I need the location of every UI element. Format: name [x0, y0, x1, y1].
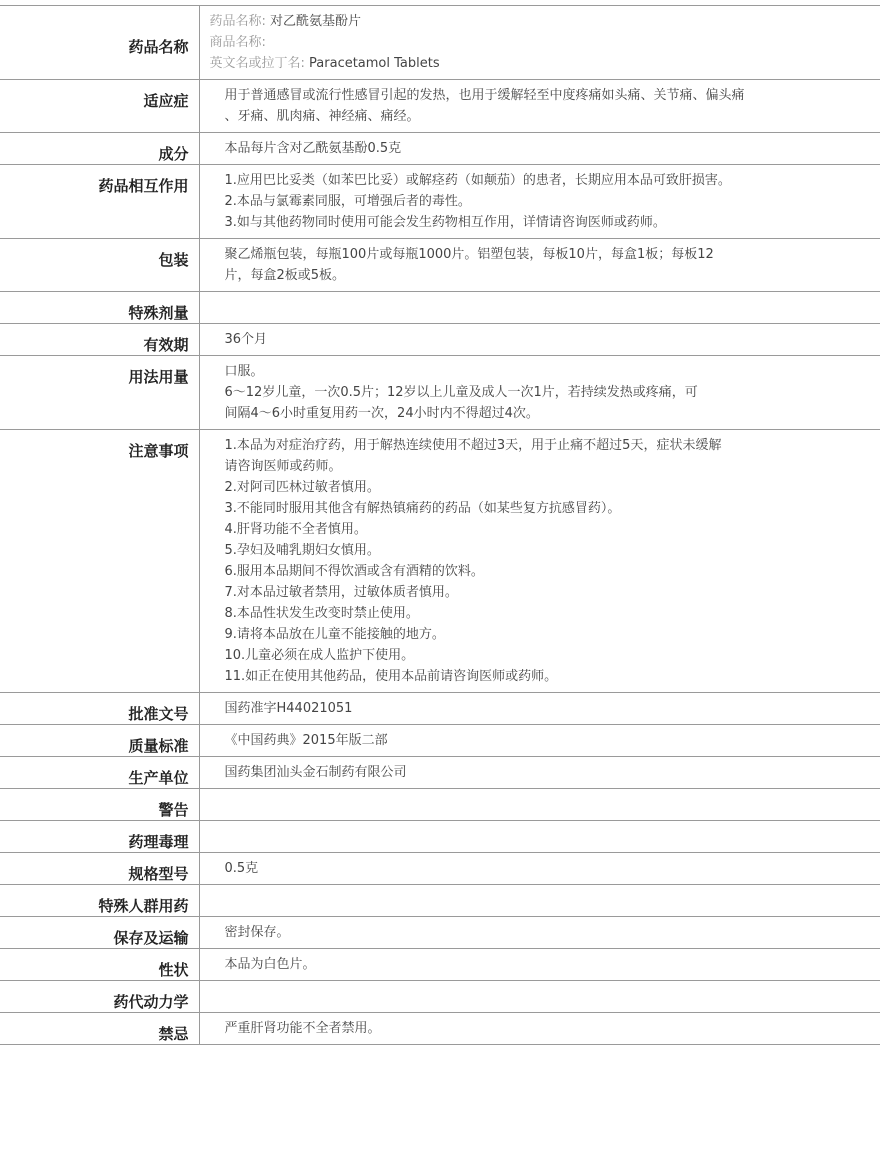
value-line: 、牙痛、肌肉痛、神经痛、痛经。 [224, 109, 420, 124]
row-label-quality-standard: 质量标准 [0, 725, 199, 757]
row-label-usage: 用法用量 [0, 356, 199, 430]
value-line: 6.服用本品期间不得饮酒或含有酒精的饮料。 [224, 564, 484, 579]
value-line: 4.肝肾功能不全者慎用。 [224, 522, 367, 537]
table-row-specification [0, 853, 880, 885]
row-value-warning [199, 789, 880, 821]
row-label-indications: 适应症 [0, 80, 199, 133]
row-label-special-populations: 特殊人群用药 [0, 885, 199, 917]
row-value-pharmacokinetics [199, 981, 880, 1013]
row-label-storage: 保存及运输 [0, 917, 199, 949]
row-value-usage [199, 356, 880, 430]
trade-name-label: 商品名称: [209, 35, 266, 50]
table-row-drug-name [0, 6, 880, 80]
table-row-ingredients [0, 133, 880, 165]
value-line: 3.不能同时服用其他含有解热镇痛药的药品（如某些复方抗感冒药）。 [224, 501, 621, 516]
generic-name-label: 药品名称: [209, 14, 266, 29]
value-line: 8.本品性状发生改变时禁止使用。 [224, 606, 419, 621]
row-value-interactions [199, 165, 880, 239]
row-label-specification: 规格型号 [0, 853, 199, 885]
value-line: 10.儿童必须在成人监护下使用。 [224, 648, 415, 663]
row-value-storage [199, 917, 880, 949]
row-value-drug-name [199, 6, 880, 80]
table-row-indications [0, 80, 880, 133]
row-value-approval-number [199, 693, 880, 725]
value-line: 0.5克 [224, 861, 259, 876]
value-line: 片，每盒2板或5板。 [224, 268, 346, 283]
table-row-validity [0, 324, 880, 356]
value-line: 36个月 [224, 332, 268, 347]
row-value-contraindications [199, 1013, 880, 1045]
value-line: 7.对本品过敏者禁用，过敏体质者慎用。 [224, 585, 458, 600]
value-line: 密封保存。 [224, 925, 290, 940]
table-row-approval-number [0, 693, 880, 725]
row-value-appearance [199, 949, 880, 981]
value-line: 口服。 [224, 364, 264, 379]
value-line: 2.对阿司匹林过敏者慎用。 [224, 480, 380, 495]
table-row-precautions [0, 430, 880, 693]
value-line: 5.孕妇及哺乳期妇女慎用。 [224, 543, 380, 558]
row-value-special-dosage [199, 292, 880, 324]
row-value-indications [199, 80, 880, 133]
value-line: 3.如与其他药物同时使用可能会发生药物相互作用，详情请咨询医师或药师。 [224, 215, 666, 230]
value-line: 本品为白色片。 [224, 957, 316, 972]
row-value-validity [199, 324, 880, 356]
table-row-quality-standard [0, 725, 880, 757]
row-label-ingredients: 成分 [0, 133, 199, 165]
value-line: 2.本品与氯霉素同服，可增强后者的毒性。 [224, 194, 471, 209]
trade-name-line [210, 32, 880, 53]
value-line: 9.请将本品放在儿童不能接触的地方。 [224, 627, 445, 642]
value-line: 《中国药典》2015年版二部 [224, 733, 388, 748]
generic-name-line [210, 11, 880, 32]
value-line: 11.如正在使用其他药品，使用本品前请咨询医师或药师。 [224, 669, 558, 684]
table-row-contraindications [0, 1013, 880, 1045]
value-line: 本品每片含对乙酰氨基酚0.5克 [224, 141, 402, 156]
row-value-specification [199, 853, 880, 885]
row-label-interactions: 药品相互作用 [0, 165, 199, 239]
value-line: 6～12岁儿童，一次0.5片；12岁以上儿童及成人一次1片，若持续发热或疼痛，可 [224, 385, 698, 400]
table-row-interactions [0, 165, 880, 239]
row-label-validity: 有效期 [0, 324, 199, 356]
row-value-pharmacology [199, 821, 880, 853]
row-label-appearance: 性状 [0, 949, 199, 981]
row-label-precautions: 注意事项 [0, 430, 199, 693]
table-row-manufacturer [0, 757, 880, 789]
table-row-pharmacology [0, 821, 880, 853]
table-row-pharmacokinetics [0, 981, 880, 1013]
value-line: 国药准字H44021051 [224, 701, 353, 716]
row-label-pharmacokinetics: 药代动力学 [0, 981, 199, 1013]
table-row-special-populations [0, 885, 880, 917]
table-row-appearance [0, 949, 880, 981]
row-label-contraindications: 禁忌 [0, 1013, 199, 1045]
row-value-ingredients [199, 133, 880, 165]
english-name-line [210, 53, 880, 74]
value-line: 1.应用巴比妥类（如苯巴比妥）或解痉药（如颠茄）的患者，长期应用本品可致肝损害。 [224, 173, 731, 188]
table-row-special-dosage [0, 292, 880, 324]
row-label-packaging: 包装 [0, 239, 199, 292]
row-label-drug-name: 药品名称 [0, 6, 199, 80]
generic-name-value: 对乙酰氨基酚片 [270, 14, 362, 29]
row-label-warning: 警告 [0, 789, 199, 821]
value-line: 1.本品为对症治疗药，用于解热连续使用不超过3天，用于止痛不超过5天，症状未缓解 [224, 438, 722, 453]
row-label-approval-number: 批准文号 [0, 693, 199, 725]
drug-info-table [0, 5, 880, 1045]
value-line: 用于普通感冒或流行性感冒引起的发热，也用于缓解轻至中度疼痛如头痛、关节痛、偏头痛 [224, 88, 745, 103]
row-value-precautions [199, 430, 880, 693]
table-row-storage [0, 917, 880, 949]
value-line: 聚乙烯瓶包装，每瓶100片或每瓶1000片。铝塑包装，每板10片，每盒1板；每板12 [224, 247, 714, 262]
table-row-packaging [0, 239, 880, 292]
row-label-manufacturer: 生产单位 [0, 757, 199, 789]
row-value-quality-standard [199, 725, 880, 757]
value-line: 间隔4～6小时重复用药一次，24小时内不得超过4次。 [224, 406, 539, 421]
english-name-value: Paracetamol Tablets [309, 56, 440, 71]
table-row-usage [0, 356, 880, 430]
row-label-special-dosage: 特殊剂量 [0, 292, 199, 324]
row-value-packaging [199, 239, 880, 292]
english-name-label: 英文名或拉丁名: [209, 56, 305, 71]
value-line: 请咨询医师或药师。 [224, 459, 342, 474]
value-line: 国药集团汕头金石制药有限公司 [224, 765, 407, 780]
table-row-warning [0, 789, 880, 821]
row-value-special-populations [199, 885, 880, 917]
value-line: 严重肝肾功能不全者禁用。 [224, 1021, 381, 1036]
row-label-pharmacology: 药理毒理 [0, 821, 199, 853]
row-value-manufacturer [199, 757, 880, 789]
